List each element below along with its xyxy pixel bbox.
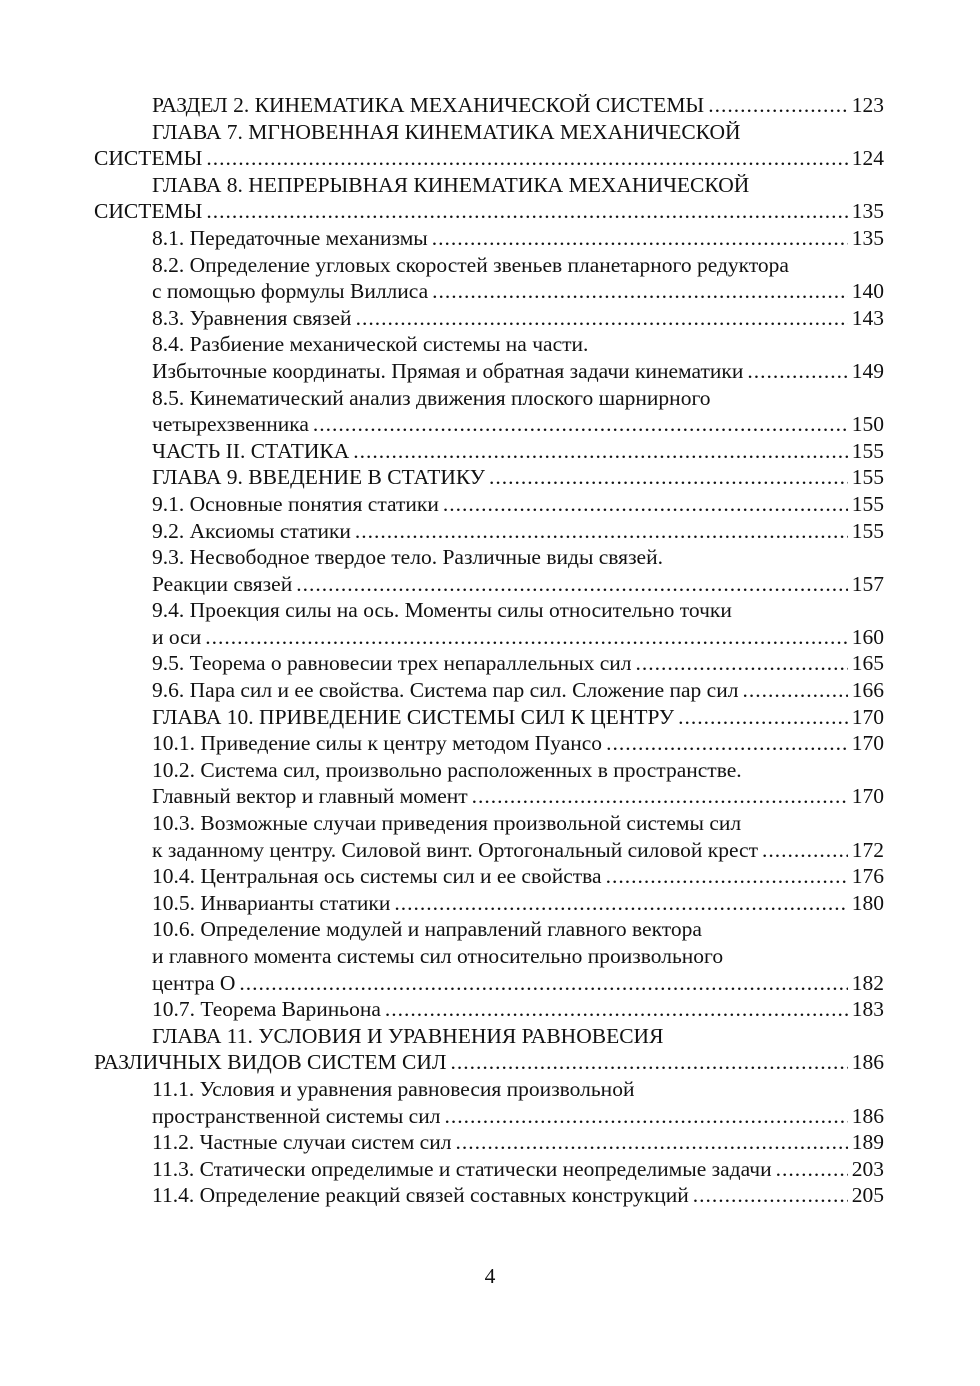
toc-line xyxy=(94,92,884,119)
toc-entry-text: 9.6. Пара сил и ее свойства. Система пар сил. Сложение пар сил xyxy=(152,678,739,703)
toc-entry-text: 8.3. Уравнения связей xyxy=(152,305,352,330)
toc-entry-text: 9.2. Аксиомы статики xyxy=(152,518,351,543)
toc-entry-text: и главного момента системы сил относительно произвольного xyxy=(152,944,724,968)
dot-leader xyxy=(353,438,847,465)
toc-entry-text: четырехзвенника xyxy=(152,412,309,437)
toc-entry-text: СИСТЕМЫ xyxy=(94,199,203,224)
toc-line xyxy=(94,943,884,970)
dot-leader xyxy=(432,225,848,252)
toc-line xyxy=(94,650,884,677)
dot-leader xyxy=(636,650,848,677)
dot-leader xyxy=(296,571,848,598)
dot-leader xyxy=(205,624,848,651)
toc-line xyxy=(94,730,884,757)
toc-line xyxy=(94,225,884,252)
toc-page-number: 155 xyxy=(851,465,884,490)
toc-page-number: 140 xyxy=(851,279,884,304)
dot-leader xyxy=(606,730,848,757)
dot-leader xyxy=(443,491,848,518)
toc-page-number: 124 xyxy=(851,146,884,171)
toc-entry-text: 9.5. Теорема о равновесии трех непараллельных сил xyxy=(152,651,632,676)
toc-line xyxy=(94,677,884,704)
dot-leader xyxy=(472,783,848,810)
dot-leader xyxy=(206,198,847,225)
toc-page-number: 155 xyxy=(851,518,884,543)
toc-line xyxy=(94,358,884,385)
toc-page-number: 186 xyxy=(851,1103,884,1128)
toc-entry-text: 10.5. Инварианты статики xyxy=(152,890,391,915)
dot-leader xyxy=(606,863,848,890)
toc-entry-text: 11.4. Определение реакций связей составных конструкций xyxy=(152,1183,689,1208)
table-of-contents xyxy=(94,92,884,1209)
toc-entry-text: ЧАСТЬ II. СТАТИКА xyxy=(152,438,350,463)
toc-line xyxy=(94,837,884,864)
toc-line xyxy=(94,278,884,305)
dot-leader xyxy=(313,411,848,438)
toc-page-number: 149 xyxy=(851,358,884,383)
dot-leader xyxy=(450,1049,847,1076)
toc-entry-text: 11.2. Частные случаи систем сил xyxy=(152,1130,452,1155)
toc-entry-text: РАЗДЕЛ 2. КИНЕМАТИКА МЕХАНИЧЕСКОЙ СИСТЕМЫ xyxy=(152,93,705,117)
toc-line xyxy=(94,1076,884,1103)
toc-line xyxy=(94,1023,884,1050)
toc-page-number: 205 xyxy=(851,1183,884,1208)
toc-page-number: 189 xyxy=(851,1130,884,1155)
toc-page-number: 155 xyxy=(851,491,884,516)
toc-line xyxy=(94,916,884,943)
dot-leader xyxy=(394,890,847,917)
toc-page-number: 155 xyxy=(851,438,884,463)
toc-line xyxy=(94,145,884,172)
toc-entry-text: Реакции связей xyxy=(152,571,293,596)
toc-line xyxy=(94,544,884,571)
toc-line xyxy=(94,970,884,997)
toc-line xyxy=(94,305,884,332)
toc-entry-text: ГЛАВА 10. ПРИВЕДЕНИЕ СИСТЕМЫ СИЛ К ЦЕНТРУ xyxy=(152,704,675,729)
toc-line xyxy=(94,518,884,545)
toc-line xyxy=(94,119,884,146)
toc-line xyxy=(94,810,884,837)
dot-leader xyxy=(356,305,848,332)
toc-entry-text: ГЛАВА 8. НЕПРЕРЫВНАЯ КИНЕМАТИКА МЕХАНИЧЕСКОЙ xyxy=(152,172,750,197)
dot-leader xyxy=(747,358,847,385)
toc-page-number: 143 xyxy=(851,305,884,330)
toc-entry-text: 10.4. Центральная ось системы сил и ее свойства xyxy=(152,864,602,889)
toc-line xyxy=(94,1182,884,1209)
toc-page-number: 172 xyxy=(851,837,884,862)
toc-page-number: 135 xyxy=(851,225,884,250)
toc-entry-text: и оси xyxy=(152,624,202,649)
toc-line xyxy=(94,704,884,731)
toc-entry-text: ГЛАВА 7. МГНОВЕННАЯ КИНЕМАТИКА МЕХАНИЧЕСКОЙ xyxy=(152,119,741,144)
toc-entry-text: 8.4. Разбиение механической системы на части. xyxy=(152,332,589,357)
toc-page-number: 166 xyxy=(851,678,884,703)
toc-line xyxy=(94,491,884,518)
toc-page-number: 150 xyxy=(851,412,884,437)
toc-line xyxy=(94,624,884,651)
toc-entry-text: 8.1. Передаточные механизмы xyxy=(152,225,428,250)
dot-leader xyxy=(239,970,847,997)
toc-line xyxy=(94,1049,884,1076)
toc-line xyxy=(94,464,884,491)
toc-line xyxy=(94,571,884,598)
dot-leader xyxy=(355,518,848,545)
toc-line xyxy=(94,890,884,917)
dot-leader xyxy=(776,1156,848,1183)
toc-line xyxy=(94,863,884,890)
toc-page-number: 186 xyxy=(851,1050,884,1075)
toc-line xyxy=(94,385,884,412)
toc-entry-text: 10.6. Определение модулей и направлений главного вектора xyxy=(152,917,702,942)
toc-line xyxy=(94,597,884,624)
toc-entry-text: РАЗЛИЧНЫХ ВИДОВ СИСТЕМ СИЛ xyxy=(94,1050,447,1075)
toc-entry-text: центра O xyxy=(152,970,236,995)
toc-entry-text: СИСТЕМЫ xyxy=(94,146,203,171)
toc-entry-text: 11.3. Статически определимые и статически неопределимые задачи xyxy=(152,1156,772,1181)
toc-line xyxy=(94,172,884,199)
toc-entry-text: 10.7. Теорема Вариньона xyxy=(152,997,381,1022)
dot-leader xyxy=(762,837,848,864)
toc-entry-text: 8.2. Определение угловых скоростей звеньев планетарного редуктора xyxy=(152,252,789,277)
toc-entry-text: к заданному центру. Силовой винт. Ортогональный силовой крест xyxy=(152,837,758,862)
toc-line xyxy=(94,1103,884,1130)
toc-line xyxy=(94,783,884,810)
toc-page-number: 183 xyxy=(851,997,884,1022)
toc-page-number: 165 xyxy=(851,651,884,676)
dot-leader xyxy=(432,278,848,305)
toc-page-number: 176 xyxy=(851,864,884,889)
dot-leader xyxy=(444,1103,847,1130)
dot-leader xyxy=(206,145,847,172)
toc-line xyxy=(94,198,884,225)
toc-line xyxy=(94,1129,884,1156)
toc-page-number: 135 xyxy=(851,199,884,224)
toc-entry-text: 9.4. Проекция силы на ось. Моменты силы относительно точки xyxy=(152,598,732,623)
dot-leader xyxy=(693,1182,848,1209)
toc-line xyxy=(94,438,884,465)
toc-entry-text: пространственной системы сил xyxy=(152,1103,441,1128)
toc-entry-text: 10.3. Возможные случаи приведения произвольной системы сил xyxy=(152,811,742,836)
toc-line xyxy=(94,252,884,279)
toc-entry-text: 10.1. Приведение силы к центру методом Пуансо xyxy=(152,731,603,756)
dot-leader xyxy=(708,92,848,119)
toc-entry-text: 11.1. Условия и уравнения равновесия произвольной xyxy=(152,1076,635,1101)
toc-line xyxy=(94,996,884,1023)
toc-page-number: 170 xyxy=(851,731,884,756)
dot-leader xyxy=(489,464,848,491)
dot-leader xyxy=(385,996,848,1023)
toc-page-number: 157 xyxy=(851,571,884,596)
toc-page-number: 123 xyxy=(851,93,884,117)
toc-entry-text: ГЛАВА 11. УСЛОВИЯ И УРАВНЕНИЯ РАВНОВЕСИЯ xyxy=(152,1023,664,1048)
dot-leader xyxy=(455,1129,847,1156)
toc-page-number: 170 xyxy=(851,704,884,729)
toc-page-number: 182 xyxy=(851,970,884,995)
toc-entry-text: 9.1. Основные понятия статики xyxy=(152,491,439,516)
toc-entry-text: 9.3. Несвободное твердое тело. Различные виды связей. xyxy=(152,545,663,570)
toc-page-number: 170 xyxy=(851,784,884,809)
toc-entry-text: 10.2. Система сил, произвольно расположенных в пространстве. xyxy=(152,757,742,782)
toc-entry-text: 8.5. Кинематический анализ движения плоского шарнирного xyxy=(152,385,711,410)
toc-line xyxy=(94,757,884,784)
page-number: 4 xyxy=(484,1264,496,1288)
toc-entry-text: Главный вектор и главный момент xyxy=(152,784,468,809)
toc-page-number: 180 xyxy=(851,890,884,915)
dot-leader xyxy=(742,677,847,704)
toc-entry-text: ГЛАВА 9. ВВЕДЕНИЕ В СТАТИКУ xyxy=(152,465,486,490)
toc-entry-text: с помощью формулы Виллиса xyxy=(152,279,429,304)
toc-entry-text: Избыточные координаты. Прямая и обратная задачи кинематики xyxy=(152,358,744,383)
toc-line xyxy=(94,411,884,438)
toc-page-number: 203 xyxy=(851,1156,884,1181)
toc-page-number: 160 xyxy=(851,624,884,649)
toc-line xyxy=(94,331,884,358)
dot-leader xyxy=(678,704,848,731)
toc-line xyxy=(94,1156,884,1183)
